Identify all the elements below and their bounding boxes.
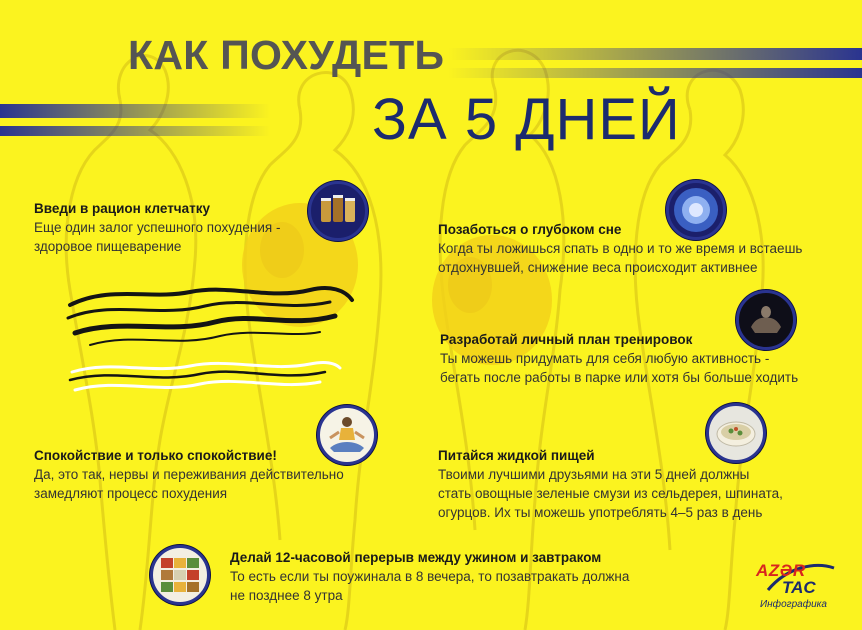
tip-body: То есть если ты поужинала в 8 вечера, то позавтракать должна не позднее 8 утра [230,569,630,603]
tip-body: Еще один залог успешного похудения - здоровое пищеварение [34,220,281,254]
food-plate-icon [150,545,210,605]
athlete-icon [736,290,796,350]
tip-body: Твоими лучшими друзьями на эти 5 дней должны стать овощные зеленые смузи из сельдерея, шпината, огурцов. Их ты можешь употреблять 4–5 раз в день [438,467,783,520]
tip-title: Позаботься о глубоком сне [438,222,622,237]
sleep-moon-icon [666,180,726,240]
logo-subtitle: Инфографика [760,599,827,610]
page-title: КАК ПОХУДЕТЬ [128,32,445,78]
tip-liquid-food [438,446,838,522]
meditation-icon [317,405,377,465]
tip-fasting-break [230,548,690,605]
tip-body: Когда ты ложишься спать в одно и то же время и встаешь отдохнувшей, снижение веса происходит активнее [438,241,803,275]
tip-calm [34,446,374,503]
tip-title: Разработай личный план тренировок [440,332,693,347]
page-subtitle: ЗА 5 ДНЕЙ [372,87,681,152]
grains-jars-icon [308,181,368,241]
soup-bowl-icon [706,403,766,463]
tip-title: Питайся жидкой пищей [438,448,595,463]
tip-fiber [34,199,324,256]
tip-title: Делай 12-часовой перерыв между ужином и завтраком [230,550,602,565]
tip-title: Введи в рацион клетчатку [34,201,211,216]
tip-body: Да, это так, нервы и переживания действительно замедляют процесс похудения [34,467,344,501]
tip-body: Ты можешь придумать для себя любую активность - бегать после работы в парке или хотя бы больше ходить [440,351,799,385]
tip-title: Спокойствие и только спокойствие! [34,448,277,463]
left-title-band [0,104,270,144]
logo-line2: TAC [782,578,816,597]
logo-line1: AZƏR [756,561,806,580]
tip-sleep [438,220,838,277]
right-title-band [448,48,862,88]
